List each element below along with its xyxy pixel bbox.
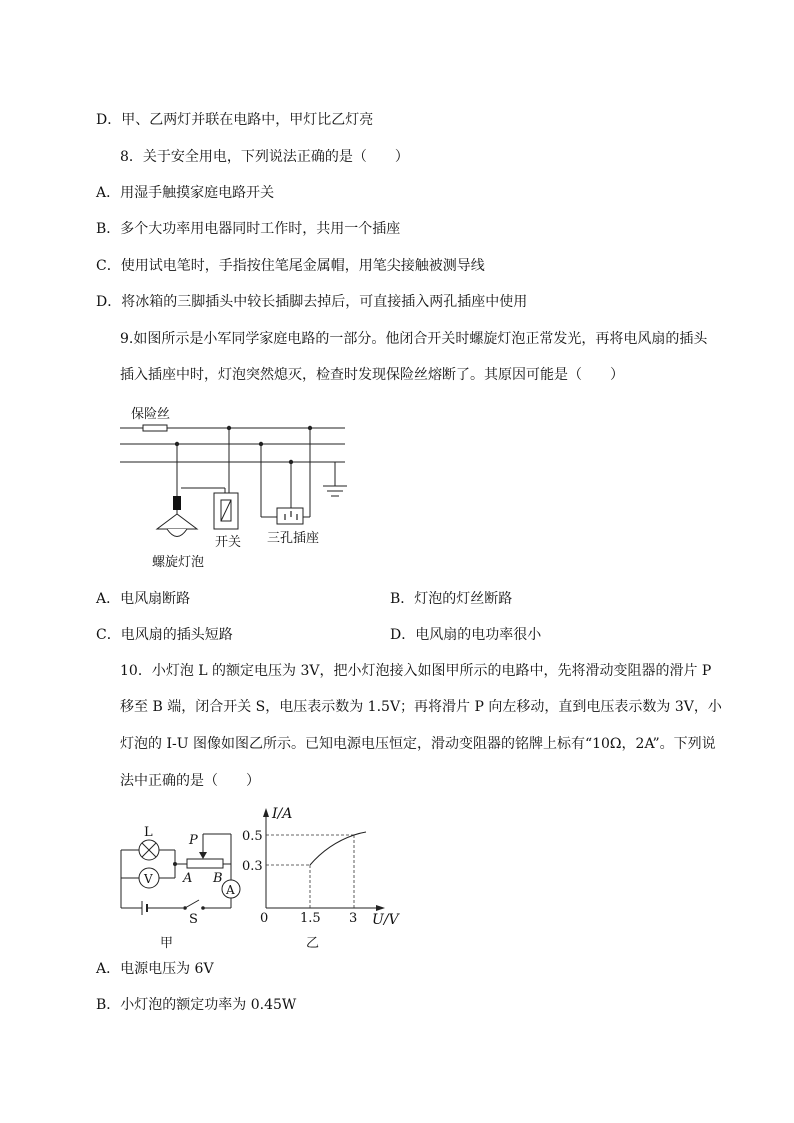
ammeter-label: A bbox=[226, 883, 235, 897]
q8-option-d: D．将冰箱的三脚插头中较长插脚去掉后，可直接插入两孔插座中使用 bbox=[96, 294, 528, 310]
q10-option-b: B．小灯泡的额定功率为 0.45W bbox=[96, 997, 297, 1013]
q8-option-c: C．使用试电笔时，手指按住笔尾金属帽，用笔尖接触被测导线 bbox=[96, 258, 485, 274]
q10-stem-line1: 10．小灯泡 L 的额定电压为 3V，把小灯泡接入如图甲所示的电路中，先将滑动变阻器的滑片 P bbox=[120, 663, 712, 679]
q10-circuit-jia bbox=[115, 820, 250, 955]
x-tick-3: 3 bbox=[349, 911, 358, 926]
y-tick-03: 0.3 bbox=[242, 859, 263, 874]
origin-label: 0 bbox=[260, 911, 269, 926]
slider-label: P bbox=[189, 833, 198, 848]
fuse-symbol bbox=[143, 425, 167, 431]
switch-label: 开关 bbox=[215, 535, 242, 550]
q10-stem-line3: 灯泡的 I-U 图像如图乙所示。已知电源电压恒定，滑动变阻器的铭牌上标有“10Ω，2A”。下列说 bbox=[120, 736, 716, 752]
q10-iu-graph-yi bbox=[236, 798, 416, 956]
figure-jia-caption: 甲 bbox=[160, 936, 174, 951]
q10-stem-line2: 移至 B 端，闭合开关 S，电压表示数为 1.5V；再将滑片 P 向左移动，直到电压表示数为 3V，小 bbox=[120, 699, 722, 715]
q9-option-b: B．灯泡的灯丝断路 bbox=[390, 591, 513, 607]
q9-circuit-figure bbox=[115, 398, 365, 573]
x-tick-15: 1.5 bbox=[300, 911, 321, 926]
y-axis-label: I/A bbox=[272, 806, 293, 822]
iu-curve bbox=[310, 832, 366, 865]
q8-option-a: A．用湿手触摸家庭电路开关 bbox=[96, 185, 275, 201]
q8-stem: 8．关于安全用电，下列说法正确的是（ ） bbox=[120, 149, 409, 165]
socket-label: 三孔插座 bbox=[267, 531, 320, 546]
bulb-glass bbox=[167, 529, 187, 537]
bulb-socket bbox=[173, 496, 181, 510]
q10-option-a: A．电源电压为 6V bbox=[96, 961, 214, 977]
bulb-label: 螺旋灯泡 bbox=[152, 555, 205, 570]
switch-s-label: S bbox=[189, 912, 198, 927]
y-tick-05: 0.5 bbox=[242, 829, 263, 844]
q9-option-d: D．电风扇的电功率很小 bbox=[390, 627, 542, 643]
lamp-label: L bbox=[144, 825, 153, 840]
switch-symbol bbox=[185, 900, 199, 908]
q7-option-d: D．甲、乙两灯并联在电路中，甲灯比乙灯亮 bbox=[96, 112, 374, 128]
q8-option-b: B．多个大功率用电器同时工作时，共用一个插座 bbox=[96, 221, 401, 237]
rheostat-symbol bbox=[187, 859, 223, 868]
q9-stem-line1: 9.如图所示是小军同学家庭电路的一部分。他闭合开关时螺旋灯泡正常发光，再将电风扇的插头 bbox=[120, 331, 708, 347]
slider-arrow bbox=[199, 852, 207, 859]
fuse-label: 保险丝 bbox=[131, 407, 171, 422]
q9-option-a: A．电风扇断路 bbox=[96, 591, 191, 607]
voltmeter-label: V bbox=[144, 872, 153, 886]
x-axis-label: U/V bbox=[372, 912, 399, 928]
figure-yi-caption: 乙 bbox=[306, 936, 320, 951]
socket-box bbox=[277, 508, 303, 524]
end-b-label: B bbox=[213, 871, 223, 886]
end-a-label: A bbox=[183, 871, 193, 886]
q10-stem-line4: 法中正确的是（ ） bbox=[120, 773, 260, 789]
q9-stem-line2: 插入插座中时，灯泡突然熄灭，检查时发现保险丝熔断了。其原因可能是（ ） bbox=[120, 367, 624, 383]
bulb-shade bbox=[157, 514, 197, 529]
q9-option-c: C．电风扇的插头短路 bbox=[96, 627, 233, 643]
